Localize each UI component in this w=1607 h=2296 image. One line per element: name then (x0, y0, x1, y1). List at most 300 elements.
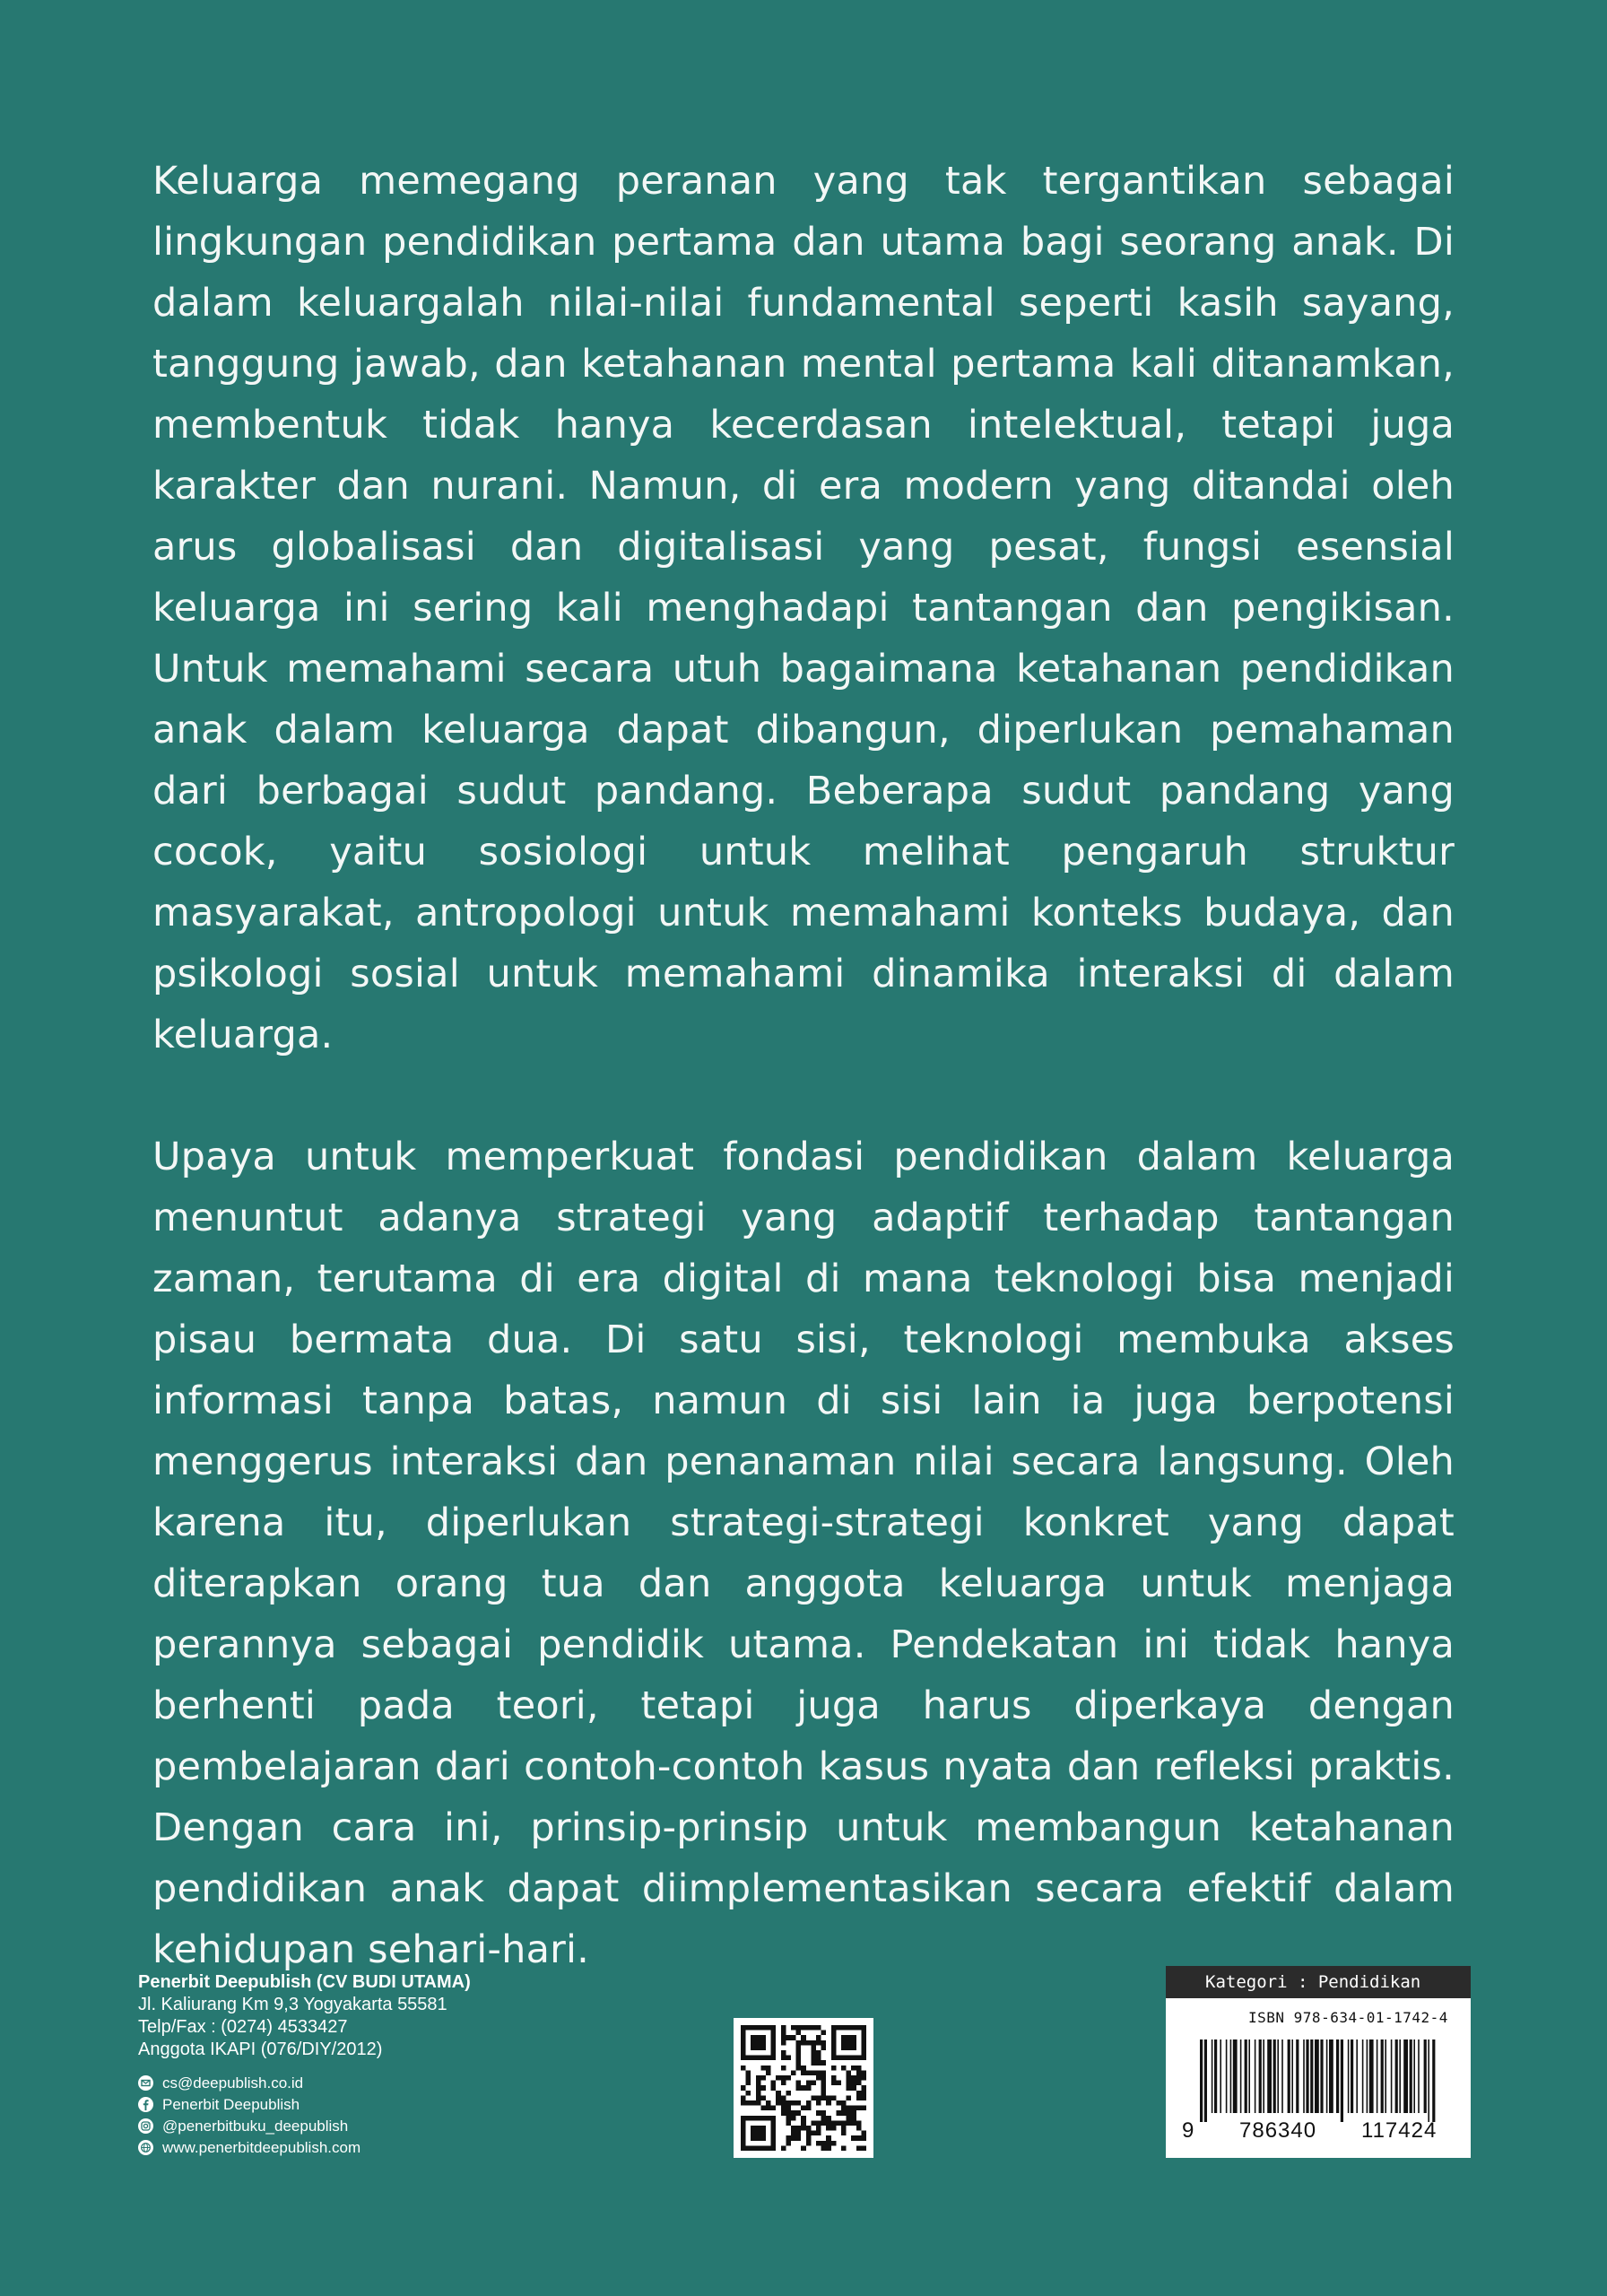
publisher-address: Jl. Kaliurang Km 9,3 Yogyakarta 55581 (138, 1995, 447, 2014)
qr-module (821, 2095, 827, 2100)
qr-module (766, 2070, 771, 2075)
qr-module (826, 2126, 831, 2131)
qr-module (766, 2106, 771, 2111)
barcode-bar (1240, 2039, 1242, 2113)
qr-module (781, 2095, 786, 2100)
qr-module (806, 2100, 812, 2106)
qr-module (851, 2075, 856, 2081)
qr-module (861, 2025, 866, 2031)
contact-website (138, 2136, 471, 2158)
qr-module (847, 2045, 852, 2050)
qr-module (826, 2100, 831, 2106)
qr-module (741, 2126, 746, 2131)
qr-module (816, 2110, 821, 2116)
qr-module (856, 2075, 862, 2081)
barcode-bar (1399, 2039, 1401, 2113)
qr-module (811, 2095, 816, 2100)
qr-module (831, 2075, 837, 2081)
barcode-bar (1263, 2039, 1264, 2113)
qr-module (816, 2025, 821, 2031)
qr-module (831, 2066, 837, 2071)
qr-module (760, 2025, 766, 2031)
barcode-bar (1288, 2039, 1290, 2113)
qr-module (816, 2060, 821, 2066)
qr-module (746, 2075, 751, 2081)
qr-module (861, 2056, 866, 2061)
qr-module (751, 2100, 756, 2106)
qr-module (771, 2035, 777, 2040)
qr-module (851, 2120, 856, 2126)
qr-module (836, 2081, 841, 2086)
barcode-bar (1341, 2039, 1343, 2122)
qr-module (801, 2126, 806, 2131)
qr-module (856, 2145, 862, 2151)
qr-module (760, 2040, 766, 2046)
barcode-bar (1248, 2039, 1250, 2113)
qr-module (841, 2131, 847, 2136)
barcode-bar (1377, 2039, 1378, 2113)
qr-module (796, 2056, 802, 2061)
qr-module (741, 2085, 746, 2091)
qr-module (861, 2075, 866, 2081)
qr-module (821, 2116, 827, 2121)
qr-module (741, 2045, 746, 2050)
qr-module (861, 2131, 866, 2136)
globe-icon (138, 2140, 153, 2155)
qr-module (861, 2085, 866, 2091)
qr-module (756, 2145, 761, 2151)
publisher-info (138, 1971, 471, 2158)
qr-module (766, 2066, 771, 2071)
qr-module (847, 2035, 852, 2040)
barcode-bar (1226, 2039, 1228, 2113)
qr-module (821, 2070, 827, 2075)
qr-module (746, 2056, 751, 2061)
qr-module (801, 2040, 806, 2046)
qr-module (746, 2145, 751, 2151)
barcode-bar (1212, 2039, 1213, 2113)
qr-module (821, 2110, 827, 2116)
qr-module (821, 2145, 827, 2151)
qr-module (760, 2145, 766, 2151)
qr-module (861, 2031, 866, 2036)
qr-module (786, 2091, 791, 2096)
isbn-barcode-label (1166, 1966, 1471, 2158)
qr-module (751, 2131, 756, 2136)
qr-module (791, 2126, 796, 2131)
qr-module (847, 2085, 852, 2091)
qr-module (811, 2050, 816, 2056)
qr-module (831, 2045, 837, 2050)
qr-module (781, 2040, 786, 2046)
barcode-bar (1245, 2039, 1247, 2113)
qr-module (847, 2110, 852, 2116)
blurb-paragraph-2: Upaya untuk memperkuat fondasi pendidikan dalam keluarga menuntut adanya strategi yang adaptif terhadap tantangan zaman, terutama di era digital di mana teknologi bisa menjadi pisau bermata dua. Di satu sisi, teknologi membuka akses informasi tanpa batas, namun di sisi lain ia juga berpotensi menggerus interaksi dan penanaman nilai secara langsung. Oleh karena itu, diperlukan strategi-strategi konkret yang dapat diterapkan orang tua dan anggota keluarga untuk menjaga perannya sebagai pendidik utama. Pendekatan ini tidak hanya berhenti pada teori, tetapi juga harus diperkaya dengan pembelajaran dari contoh-contoh kasus nyata dan refleksi praktis. Dengan cara ini, prinsip-prinsip untuk membangun ketahanan pendidikan anak dapat diimplementasikan secara efektif dalam kehidupan sehari-hari. (152, 1135, 1455, 1972)
qr-module (760, 2126, 766, 2131)
qr-module (741, 2145, 746, 2151)
contact-email (138, 2072, 471, 2093)
qr-module (806, 2135, 812, 2141)
qr-module (801, 2120, 806, 2126)
qr-module (831, 2126, 837, 2131)
qr-module (756, 2045, 761, 2050)
barcode-bar (1315, 2039, 1319, 2113)
qr-module (856, 2106, 862, 2111)
contact-email-text: cs@deepublish.co.id (162, 2074, 304, 2092)
qr-module (831, 2081, 837, 2086)
qr-module (811, 2025, 816, 2031)
barcode-bar (1214, 2039, 1217, 2113)
blurb-text (152, 151, 1455, 1980)
qr-module (811, 2070, 816, 2075)
qr-module (856, 2025, 862, 2031)
barcode-bar (1413, 2039, 1415, 2113)
qr-module (801, 2085, 806, 2091)
qr-module (771, 2025, 777, 2031)
qr-module (756, 2116, 761, 2121)
qr-module (851, 2106, 856, 2111)
qr-module (821, 2141, 827, 2146)
qr-module (801, 2066, 806, 2071)
qr-module (851, 2085, 856, 2091)
isbn-text: ISBN 978-634-01-1742-4 (1248, 2009, 1448, 2026)
qr-module (781, 2110, 786, 2116)
qr-module (771, 2031, 777, 2036)
qr-module (841, 2040, 847, 2046)
qr-module (831, 2141, 837, 2146)
qr-module (811, 2060, 816, 2066)
qr-module (856, 2081, 862, 2086)
qr-module (851, 2056, 856, 2061)
barcode-bar (1204, 2039, 1207, 2122)
qr-module (746, 2070, 751, 2075)
qr-module (841, 2110, 847, 2116)
qr-module (811, 2131, 816, 2136)
qr-module (856, 2135, 862, 2141)
barcode-bar (1336, 2039, 1339, 2113)
qr-module (786, 2035, 791, 2040)
qr-module (751, 2045, 756, 2050)
qr-module (841, 2106, 847, 2111)
qr-module (816, 2141, 821, 2146)
barcode-bar (1230, 2039, 1232, 2113)
qr-module (786, 2116, 791, 2121)
barcode-bar (1296, 2039, 1299, 2113)
qr-module (856, 2126, 862, 2131)
qr-module (791, 2131, 796, 2136)
qr-module (766, 2056, 771, 2061)
barcode-bar (1367, 2039, 1368, 2113)
barcode-bar (1410, 2039, 1412, 2113)
qr-module (821, 2120, 827, 2126)
qr-module (841, 2025, 847, 2031)
qr-module (756, 2095, 761, 2100)
publisher-phone: Telp/Fax : (0274) 4533427 (138, 2017, 348, 2037)
qr-module (756, 2075, 761, 2081)
qr-module (811, 2056, 816, 2061)
publisher-name: Penerbit Deepublish (CV BUDI UTAMA) (138, 1972, 471, 1992)
qr-module (851, 2081, 856, 2086)
qr-module (796, 2040, 802, 2046)
qr-module (760, 2056, 766, 2061)
qr-module (806, 2141, 812, 2146)
qr-module (816, 2040, 821, 2046)
qr-module (771, 2141, 777, 2146)
qr-module (760, 2035, 766, 2040)
qr-module (741, 2025, 746, 2031)
qr-module (781, 2035, 786, 2040)
qr-module (760, 2095, 766, 2100)
qr-module (816, 2126, 821, 2131)
qr-module (847, 2120, 852, 2126)
contact-instagram (138, 2115, 471, 2136)
qr-module (781, 2081, 786, 2086)
barcode-bar (1259, 2039, 1262, 2113)
barcode-bar (1200, 2039, 1203, 2122)
barcode-bar (1403, 2039, 1408, 2113)
qr-module (796, 2081, 802, 2086)
qr-module (836, 2056, 841, 2061)
qr-module (847, 2040, 852, 2046)
qr-module (806, 2070, 812, 2075)
qr-module (847, 2106, 852, 2111)
qr-module (826, 2141, 831, 2146)
qr-module (781, 2050, 786, 2056)
contact-website-text: www.penerbitdeepublish.com (162, 2138, 361, 2156)
qr-module (841, 2145, 847, 2151)
qr-module (816, 2095, 821, 2100)
qr-code-graphic (741, 2025, 866, 2151)
qr-module (796, 2031, 802, 2036)
qr-module (851, 2040, 856, 2046)
qr-module (847, 2081, 852, 2086)
qr-module (821, 2081, 827, 2086)
qr-module (816, 2035, 821, 2040)
qr-module (826, 2120, 831, 2126)
qr-module (847, 2075, 852, 2081)
qr-module (847, 2025, 852, 2031)
qr-module (826, 2145, 831, 2151)
qr-module (851, 2110, 856, 2116)
qr-module (791, 2025, 796, 2031)
qr-module (796, 2025, 802, 2031)
qr-module (756, 2081, 761, 2086)
qr-module (786, 2075, 791, 2081)
qr-module (856, 2066, 862, 2071)
qr-module (756, 2135, 761, 2141)
qr-module (766, 2116, 771, 2121)
qr-module (771, 2081, 777, 2086)
qr-module (760, 2085, 766, 2091)
qr-module (776, 2091, 781, 2096)
qr-module (831, 2035, 837, 2040)
barcode-bar (1369, 2039, 1374, 2113)
barcode-bar (1428, 2039, 1429, 2122)
qr-module (751, 2025, 756, 2031)
qr-module (856, 2070, 862, 2075)
qr-module (771, 2056, 777, 2061)
qr-module (771, 2145, 777, 2151)
qr-module (861, 2095, 866, 2100)
barcode-bar (1220, 2039, 1221, 2113)
qr-module (801, 2106, 806, 2111)
barcode-graphic (1200, 2039, 1437, 2122)
barcode-bar (1432, 2039, 1435, 2122)
qr-module (771, 2126, 777, 2131)
qr-module (741, 2100, 746, 2106)
qr-module (841, 2120, 847, 2126)
qr-module (816, 2120, 821, 2126)
qr-module (760, 2131, 766, 2136)
qr-module (831, 2120, 837, 2126)
barcode-bar (1326, 2039, 1328, 2113)
qr-module (791, 2070, 796, 2075)
qr-module (741, 2116, 746, 2121)
contact-facebook (138, 2093, 471, 2115)
qr-module (771, 2135, 777, 2141)
qr-module (771, 2050, 777, 2056)
qr-module (741, 2066, 746, 2071)
qr-module (841, 2066, 847, 2071)
qr-module (836, 2100, 841, 2106)
qr-module (811, 2081, 816, 2086)
qr-module (791, 2135, 796, 2141)
qr-module (786, 2141, 791, 2146)
qr-module (796, 2135, 802, 2141)
contact-instagram-text: @penerbitbuku_deepublish (162, 2117, 349, 2135)
qr-module (786, 2100, 791, 2106)
qr-module (746, 2025, 751, 2031)
qr-module (841, 2126, 847, 2131)
qr-module (861, 2070, 866, 2075)
barcode-bar (1267, 2039, 1272, 2113)
qr-module (786, 2110, 791, 2116)
qr-module (831, 2050, 837, 2056)
qr-module (801, 2070, 806, 2075)
qr-module (841, 2100, 847, 2106)
qr-module (751, 2056, 756, 2061)
qr-module (806, 2126, 812, 2131)
qr-module (766, 2145, 771, 2151)
qr-module (751, 2040, 756, 2046)
qr-module (856, 2056, 862, 2061)
qr-module (741, 2131, 746, 2136)
qr-module (756, 2100, 761, 2106)
qr-module (816, 2056, 821, 2061)
qr-module (756, 2126, 761, 2131)
qr-module (821, 2040, 827, 2046)
qr-module (776, 2100, 781, 2106)
qr-module (861, 2050, 866, 2056)
qr-module (756, 2025, 761, 2031)
qr-module (847, 2056, 852, 2061)
email-icon (138, 2075, 153, 2091)
barcode-digits-right: 117424 (1361, 2118, 1438, 2143)
qr-module (776, 2095, 781, 2100)
qr-module (796, 2060, 802, 2066)
qr-module (751, 2126, 756, 2131)
qr-module (781, 2106, 786, 2111)
barcode-bar (1362, 2039, 1364, 2113)
qr-module (851, 2135, 856, 2141)
qr-module (751, 2116, 756, 2121)
qr-module (791, 2116, 796, 2121)
qr-module (816, 2075, 821, 2081)
contact-facebook-text: Penerbit Deepublish (162, 2095, 300, 2113)
barcode-bar (1310, 2039, 1313, 2113)
barcode-bar (1385, 2039, 1386, 2113)
qr-module (760, 2135, 766, 2141)
qr-module (751, 2035, 756, 2040)
barcode-bar (1356, 2039, 1358, 2113)
qr-module (806, 2131, 812, 2136)
qr-module (851, 2045, 856, 2050)
qr-module (821, 2031, 827, 2036)
qr-module (781, 2025, 786, 2031)
qr-module (847, 2116, 852, 2121)
qr-module (861, 2045, 866, 2050)
qr-module (781, 2056, 786, 2061)
barcode-digit-first: 9 (1182, 2118, 1194, 2143)
qr-module (801, 2145, 806, 2151)
qr-module (841, 2056, 847, 2061)
qr-module (741, 2141, 746, 2146)
qr-module (806, 2040, 812, 2046)
barcode-bar (1255, 2039, 1256, 2113)
qr-module (741, 2035, 746, 2040)
qr-module (751, 2145, 756, 2151)
qr-module (796, 2100, 802, 2106)
qr-module (781, 2075, 786, 2081)
qr-module (760, 2116, 766, 2121)
qr-module (816, 2070, 821, 2075)
qr-module (771, 2040, 777, 2046)
barcode-bar (1291, 2039, 1293, 2113)
barcode-bar (1273, 2039, 1276, 2113)
qr-module (781, 2066, 786, 2071)
qr-module (851, 2025, 856, 2031)
qr-module (756, 2085, 761, 2091)
qr-module (756, 2056, 761, 2061)
qr-module (756, 2091, 761, 2096)
qr-module (746, 2081, 751, 2086)
qr-module (746, 2100, 751, 2106)
qr-module (781, 2145, 786, 2151)
qr-module (801, 2035, 806, 2040)
qr-module (756, 2035, 761, 2040)
qr-module (836, 2025, 841, 2031)
publisher-membership: Anggota IKAPI (076/DIY/2012) (138, 2039, 383, 2059)
barcode-bar (1320, 2039, 1323, 2113)
qr-module (741, 2120, 746, 2126)
qr-module (756, 2040, 761, 2046)
qr-module (791, 2110, 796, 2116)
qr-module (741, 2056, 746, 2061)
barcode-bar (1329, 2039, 1333, 2113)
barcode-digits-left: 786340 (1239, 2118, 1317, 2143)
qr-module (796, 2110, 802, 2116)
qr-module (786, 2106, 791, 2111)
qr-module (821, 2075, 827, 2081)
qr-module (766, 2025, 771, 2031)
qr-module (856, 2120, 862, 2126)
blurb-paragraph-1: Keluarga memegang peranan yang tak tergantikan sebagai lingkungan pendidikan pertama dan utama bagi seorang anak. Di dalam keluargalah nilai-nilai fundamental seperti kasih sayang, tanggung jawab, dan ketahanan mental pertama kali ditanamkan, membentuk tidak hanya kecerdasan intelektual, tetapi juga karakter dan nurani. Namun, di era modern yang ditandai oleh arus globalisasi dan digitalisasi yang pesat, fungsi esensial keluarga ini sering kali menghadapi tantangan dan pengikisan. Untuk memahami secara utuh bagaimana ketahanan pendidikan anak dalam keluarga dapat dibangun, diperlukan pemahaman dari berbagai sudut pandang. Beberapa sudut pandang yang cocok, yaitu sosiologi untuk melihat pengaruh struktur masyarakat, antropologi untuk memahami konteks budaya, dan psikologi sosial untuk memahami dinamika interaksi di dalam keluarga. (152, 159, 1455, 1057)
qr-module (796, 2126, 802, 2131)
qr-module (776, 2075, 781, 2081)
qr-module (806, 2085, 812, 2091)
barcode-bar (1351, 2039, 1353, 2113)
qr-module (781, 2031, 786, 2036)
